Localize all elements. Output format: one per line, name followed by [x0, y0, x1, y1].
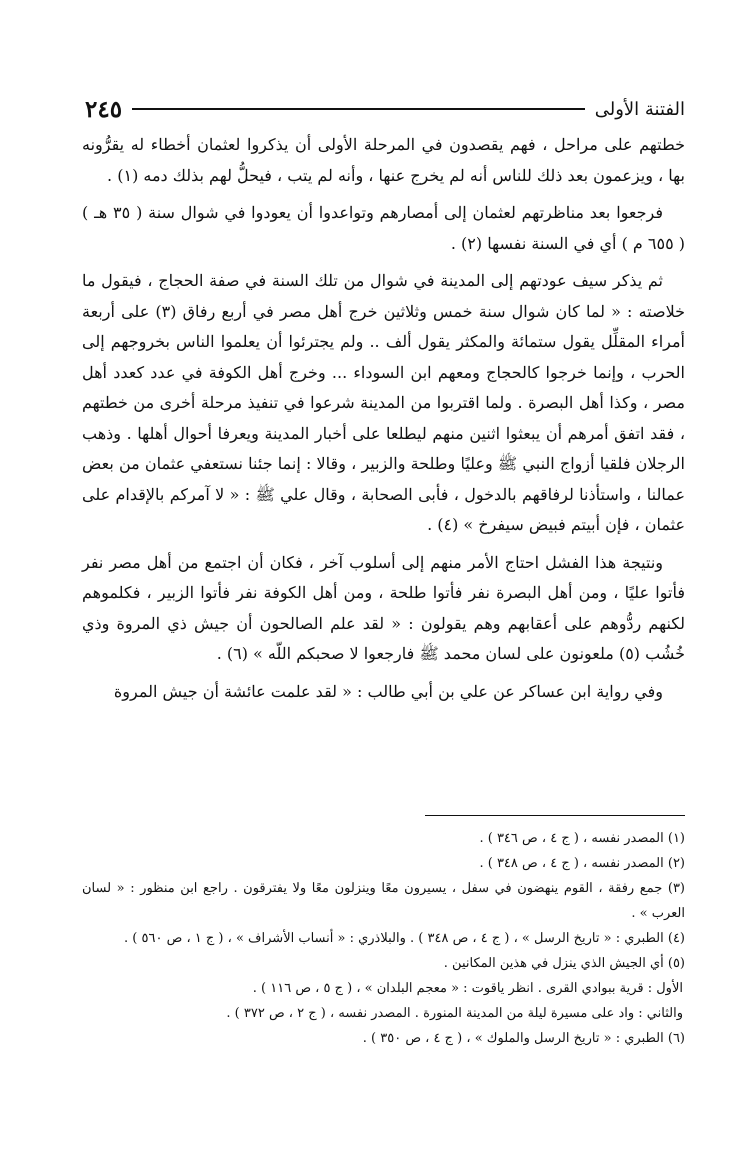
footnote: (٥) أي الجيش الذي ينزل في هذين المكانين . [443, 956, 685, 971]
footnote: (٤) الطبري : « تاريخ الرسل » ، ( ج ٤ ، ص ٣٤٨ ) . والبلاذري : « أنساب الأشراف » ، ( ج ١ ، ص ٥٦٠ ) . [124, 931, 685, 946]
running-header [85, 94, 685, 124]
footnote: (٣) جمع رفقة ، القوم ينهضون في سفل ، يسيرون معًا وينزلون معًا ولا يفترقون . راجع ابن منظور : « لسان العرب » . [82, 881, 685, 921]
body-text [82, 130, 685, 714]
paragraph: خطتهم على مراحل ، فهم يقصدون في المرحلة الأولى أن يذكروا لعثمان أخطاء له يقرُّونه بها ، ويزعمون بعد ذلك للناس أنه لم يخرج عنها ، وأنه لم يتب ، فيحلُّ لهم بذلك دمه (١) . [82, 135, 685, 185]
paragraph: وفي رواية ابن عساكر عن علي بن أبي طالب : « لقد علمت عائشة أن جيش المروة [113, 681, 663, 701]
footnote: (٦) الطبري : « تاريخ الرسل والملوك » ، ( ج ٤ ، ص ٣٥٠ ) . [362, 1031, 685, 1046]
chapter-title: الفتنة الأولى [594, 98, 685, 120]
footnote-continuation: والثاني : واد على مسيرة ليلة من المدينة المنورة . المصدر نفسه ، ( ج ٢ ، ص ٣٧٢ ) . [226, 1006, 683, 1021]
paragraph: فرجعوا بعد مناظرتهم لعثمان إلى أمصارهم وتواعدوا أن يعودوا في شوال سنة ( ٣٥ هـ ) ( ٦٥٥ م ) أي في السنة نفسها (٢) . [82, 203, 685, 253]
paragraph: ونتيجة هذا الفشل احتاج الأمر منهم إلى أسلوب آخر ، فكان أن اجتمع من أهل مصر نفر فأتوا عليًا ، ومن أهل البصرة نفر فأتوا طلحة ، ومن أهل الكوفة نفر فأتوا الزبير ، فكلموهم لكنهم ردُّوهم على أعقابهم وهم يقولون : « لقد علم الصالحون أن جيش ذي المروة وذي خُشُب (٥) ملعونون على لسان محمد ﷺ فارجعوا لا صحبكم اللّه » (٦) . [82, 552, 685, 663]
page-number: ٢٤٥ [85, 95, 123, 123]
footnote-continuation: الأول : قرية ببوادي القرى . انظر ياقوت : « معجم البلدان » ، ( ج ٥ ، ص ١١٦ ) . [252, 981, 683, 996]
paragraph: ثم يذكر سيف عودتهم إلى المدينة في شوال من تلك السنة في صفة الحجاج ، فيقول ما خلاصته : « لما كان شوال سنة خمس وثلاثين خرج أهل مصر في أربع رفاق (٣) على أربعة أمراء المقلِّل يقول ستمائة والمكثر يقول ألف .. ولم يجترئوا أن يعلموا الناس بخروجهم إلى الحرب ، وإنما خرجوا كالحجاج ومعهم ابن السوداء ... وخرج أهل الكوفة في عدد كعدد أهل مصر ، وكذا أهل البصرة . ولما اقتربوا من المدينة شرعوا في تنفيذ مرحلة أخرى من خطتهم ، فقد اتفق أمرهم أن يبعثوا اثنين منهم ليطلعا على أخبار المدينة ويعرفا أحوال أهلها . وذهب الرجلان فلقيا أزواج النبي ﷺ وعليًا وطلحة والزبير ، وقالا : إنما جئنا نستعفي عثمان من بعض عمالنا ، واستأذنا لرفاقهم بالدخول ، فأبى الصحابة ، وقال علي ﷺ : « لا آمركم بالإقدام على عثمان ، فإن أبيتم فبيض سيفرخ » (٤) . [82, 271, 686, 534]
footnote-separator [425, 815, 685, 816]
footnote: (١) المصدر نفسه ، ( ج ٤ ، ص ٣٤٦ ) . [479, 831, 685, 846]
footnote: (٢) المصدر نفسه ، ( ج ٤ ، ص ٣٤٨ ) . [479, 856, 685, 871]
footnotes [82, 826, 685, 1051]
header-rule [132, 108, 585, 110]
